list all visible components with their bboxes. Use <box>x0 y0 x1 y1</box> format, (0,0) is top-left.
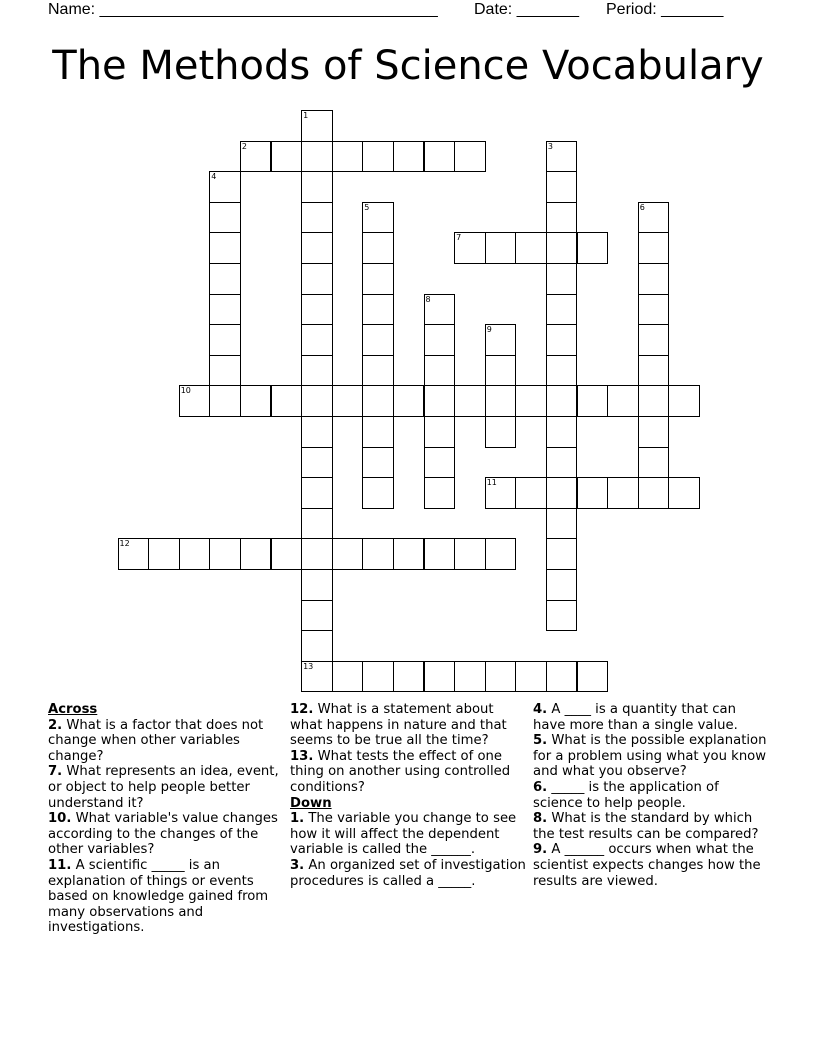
crossword-cell[interactable] <box>301 630 333 662</box>
crossword-cell[interactable] <box>638 232 670 264</box>
crossword-cell[interactable] <box>454 385 486 417</box>
crossword-cell[interactable] <box>424 538 456 570</box>
clue-text: A scientific _____ is an explanation of things or events based on knowledge gained from many observations and investigations. <box>48 857 269 936</box>
across-heading: Across <box>48 702 98 717</box>
crossword-cell[interactable] <box>424 141 456 173</box>
crossword-cell[interactable] <box>424 416 456 448</box>
crossword-cell[interactable] <box>148 538 180 570</box>
crossword-cell[interactable] <box>485 477 517 509</box>
clue-number-label: 11 <box>486 478 497 488</box>
crossword-cell[interactable] <box>362 324 394 356</box>
crossword-cell[interactable] <box>179 385 211 417</box>
crossword-cell[interactable] <box>209 171 241 203</box>
clue-number-label: 13 <box>303 661 314 671</box>
crossword-cell[interactable] <box>638 202 670 234</box>
crossword-cell[interactable] <box>485 324 517 356</box>
crossword-cell[interactable] <box>332 661 364 693</box>
clue-number: 9. <box>533 842 548 858</box>
crossword-cell[interactable] <box>546 263 578 295</box>
crossword-cell[interactable] <box>209 385 241 417</box>
clue-number-label: 6 <box>639 202 645 212</box>
crossword-cell[interactable] <box>362 202 394 234</box>
clue-number-label: 2 <box>241 141 247 151</box>
clue-number-label: 3 <box>547 141 553 151</box>
clue-number-label: 1 <box>303 111 309 120</box>
crossword-cell[interactable] <box>209 324 241 356</box>
crossword-cell[interactable] <box>362 477 394 509</box>
page-title: The Methods of Science Vocabulary <box>52 43 764 89</box>
clue-number: 10. <box>48 811 72 827</box>
crossword-cell[interactable] <box>546 324 578 356</box>
clue-number-label: 4 <box>211 172 217 182</box>
crossword-cell[interactable] <box>454 141 486 173</box>
crossword-cell[interactable] <box>424 447 456 479</box>
crossword-cell[interactable] <box>546 294 578 326</box>
crossword-cell[interactable] <box>638 416 670 448</box>
crossword-cell[interactable] <box>485 538 517 570</box>
crossword-cell[interactable] <box>240 538 272 570</box>
crossword-cell[interactable] <box>179 538 211 570</box>
crossword-cell[interactable] <box>607 385 639 417</box>
crossword-cell[interactable] <box>362 263 394 295</box>
clue-number: 2. <box>48 717 63 733</box>
crossword-cell[interactable] <box>546 447 578 479</box>
crossword-cell[interactable] <box>424 324 456 356</box>
crossword-cell[interactable] <box>271 538 303 570</box>
crossword-cell[interactable] <box>301 477 333 509</box>
crossword-cell[interactable] <box>638 477 670 509</box>
clue-number: 5. <box>533 733 548 749</box>
crossword-cell[interactable] <box>485 232 517 264</box>
crossword-cell[interactable] <box>424 385 456 417</box>
crossword-cell[interactable] <box>362 294 394 326</box>
clue-number: 11. <box>48 857 72 873</box>
crossword-cell[interactable] <box>271 385 303 417</box>
clue-number: 7. <box>48 764 63 780</box>
crossword-cell[interactable] <box>546 477 578 509</box>
crossword-cell[interactable] <box>209 355 241 387</box>
across-clue-11 <box>48 858 284 936</box>
crossword-cell[interactable] <box>546 600 578 632</box>
clue-text: What represents an idea, event, or object to help people better understand it? <box>48 764 279 811</box>
crossword-cell[interactable] <box>424 661 456 693</box>
crossword-cell[interactable] <box>301 263 333 295</box>
crossword-cell[interactable] <box>301 447 333 479</box>
crossword-cell[interactable] <box>577 477 609 509</box>
crossword-cell[interactable] <box>485 385 517 417</box>
clue-text: _____ is the application of science to help people. <box>533 779 719 811</box>
crossword-cell[interactable] <box>301 385 333 417</box>
crossword-cell[interactable] <box>515 477 547 509</box>
crossword-cell[interactable] <box>332 385 364 417</box>
crossword-cell[interactable] <box>301 324 333 356</box>
crossword-cell[interactable] <box>301 171 333 203</box>
crossword-cell[interactable] <box>362 355 394 387</box>
clue-number-label: 10 <box>180 386 191 396</box>
down-clue-4 <box>533 702 769 733</box>
crossword-cell[interactable] <box>546 202 578 234</box>
crossword-cell[interactable] <box>393 385 425 417</box>
crossword-cell[interactable] <box>301 600 333 632</box>
clues-column-3 <box>533 702 769 889</box>
crossword-cell[interactable] <box>638 294 670 326</box>
crossword-cell[interactable] <box>424 355 456 387</box>
crossword-cell[interactable] <box>454 232 486 264</box>
clue-text: What is a statement about what happens in nature and that seems to be true all the time? <box>290 702 507 749</box>
crossword-cell[interactable] <box>301 232 333 264</box>
down-clue-3 <box>290 858 526 889</box>
clue-text: What is a factor that does not change when other variables change? <box>48 717 264 764</box>
clue-text: An organized set of investigation procedures is called a _____. <box>290 857 526 889</box>
clue-text: What variable's value changes according to the changes of the other variables? <box>48 811 278 858</box>
down-clue-9 <box>533 842 769 889</box>
crossword-cell[interactable] <box>362 141 394 173</box>
across-clue-2 <box>48 718 284 765</box>
crossword-cell[interactable] <box>638 447 670 479</box>
clue-text: What is the possible explanation for a problem using what you know and what you observe? <box>533 733 767 780</box>
crossword-cell[interactable] <box>546 538 578 570</box>
crossword-cell[interactable] <box>209 263 241 295</box>
crossword-cell[interactable] <box>362 385 394 417</box>
crossword-cell[interactable] <box>393 661 425 693</box>
clue-text: What tests the effect of one thing on another using controlled conditions? <box>290 748 511 795</box>
crossword-cell[interactable] <box>240 385 272 417</box>
down-clue-1 <box>290 811 526 858</box>
clue-number-label: 7 <box>456 233 462 243</box>
crossword-cell[interactable] <box>209 232 241 264</box>
crossword-cell[interactable] <box>546 569 578 601</box>
across-clue-12 <box>290 702 526 749</box>
crossword-cell[interactable] <box>301 508 333 540</box>
clue-number: 3. <box>290 857 305 873</box>
crossword-cell[interactable] <box>301 661 333 693</box>
crossword-cell[interactable] <box>577 385 609 417</box>
crossword-cell[interactable] <box>515 661 547 693</box>
clue-number-label: 12 <box>119 539 130 549</box>
crossword-cell[interactable] <box>485 416 517 448</box>
crossword-cell[interactable] <box>668 477 700 509</box>
across-clue-13 <box>290 749 526 796</box>
crossword-cell[interactable] <box>454 661 486 693</box>
across-clue-7 <box>48 764 284 811</box>
crossword-cell[interactable] <box>240 141 272 173</box>
across-clue-10 <box>48 811 284 858</box>
clue-number: 4. <box>533 702 548 717</box>
clue-number-label: 9 <box>486 325 492 335</box>
crossword-cell[interactable] <box>301 294 333 326</box>
crossword-cell[interactable] <box>607 477 639 509</box>
crossword-cell[interactable] <box>515 232 547 264</box>
crossword-cell[interactable] <box>485 355 517 387</box>
crossword-cell[interactable] <box>209 538 241 570</box>
clue-number: 1. <box>290 811 305 827</box>
crossword-cell[interactable] <box>209 202 241 234</box>
down-clue-8 <box>533 811 769 842</box>
down-clue-5 <box>533 733 769 780</box>
crossword-cell[interactable] <box>546 661 578 693</box>
crossword-cell[interactable] <box>301 110 333 142</box>
crossword-cell[interactable] <box>638 355 670 387</box>
crossword-cell[interactable] <box>577 661 609 693</box>
clue-number: 8. <box>533 811 548 827</box>
crossword-cell[interactable] <box>209 294 241 326</box>
clues-column-1 <box>48 702 284 936</box>
crossword-cell[interactable] <box>362 661 394 693</box>
clue-text: A ____ is a quantity that can have more than a single value. <box>533 702 738 733</box>
crossword-cell[interactable] <box>362 538 394 570</box>
crossword-cell[interactable] <box>393 538 425 570</box>
crossword-cell[interactable] <box>638 263 670 295</box>
crossword-cell[interactable] <box>301 569 333 601</box>
crossword-cell[interactable] <box>546 355 578 387</box>
crossword-cell[interactable] <box>118 538 150 570</box>
crossword-cell[interactable] <box>332 538 364 570</box>
crossword-cell[interactable] <box>546 232 578 264</box>
crossword-cell[interactable] <box>362 416 394 448</box>
crossword-cell[interactable] <box>362 232 394 264</box>
crossword-cell[interactable] <box>546 141 578 173</box>
crossword-cell[interactable] <box>546 416 578 448</box>
crossword-cell[interactable] <box>362 447 394 479</box>
crossword-cell[interactable] <box>454 538 486 570</box>
date-field[interactable]: Date: _______ <box>474 1 579 18</box>
clue-number-label: 5 <box>364 202 370 212</box>
clue-text: The variable you change to see how it will affect the dependent variable is called the ______. <box>290 811 517 858</box>
clue-text: What is the standard by which the test results can be compared? <box>533 811 759 842</box>
down-heading: Down <box>290 795 332 811</box>
crossword-cell[interactable] <box>546 385 578 417</box>
crossword-cell[interactable] <box>301 416 333 448</box>
clue-number: 12. <box>290 702 314 717</box>
crossword-cell[interactable] <box>638 385 670 417</box>
crossword-cell[interactable] <box>668 385 700 417</box>
crossword-cell[interactable] <box>485 661 517 693</box>
name-field[interactable]: Name: ______________________________________ <box>48 1 438 18</box>
clue-number: 6. <box>533 779 548 795</box>
clue-text: A ______ occurs when what the scientist expects changes how the results are viewed. <box>533 842 761 889</box>
clues-column-2 <box>290 702 526 889</box>
period-field[interactable]: Period: _______ <box>606 1 724 18</box>
crossword-cell[interactable] <box>393 141 425 173</box>
clue-number: 13. <box>290 748 314 764</box>
crossword-cell[interactable] <box>424 294 456 326</box>
crossword-cell[interactable] <box>301 355 333 387</box>
down-clue-6 <box>533 780 769 811</box>
crossword-cell[interactable] <box>301 141 333 173</box>
crossword-cell[interactable] <box>546 171 578 203</box>
crossword-cell[interactable] <box>424 477 456 509</box>
clue-number-label: 8 <box>425 294 431 304</box>
crossword-cell[interactable] <box>301 538 333 570</box>
crossword-cell[interactable] <box>577 232 609 264</box>
crossword-cell[interactable] <box>271 141 303 173</box>
crossword-cell[interactable] <box>638 324 670 356</box>
crossword-cell[interactable] <box>515 385 547 417</box>
crossword-cell[interactable] <box>301 202 333 234</box>
crossword-cell[interactable] <box>332 141 364 173</box>
crossword-cell[interactable] <box>546 508 578 540</box>
